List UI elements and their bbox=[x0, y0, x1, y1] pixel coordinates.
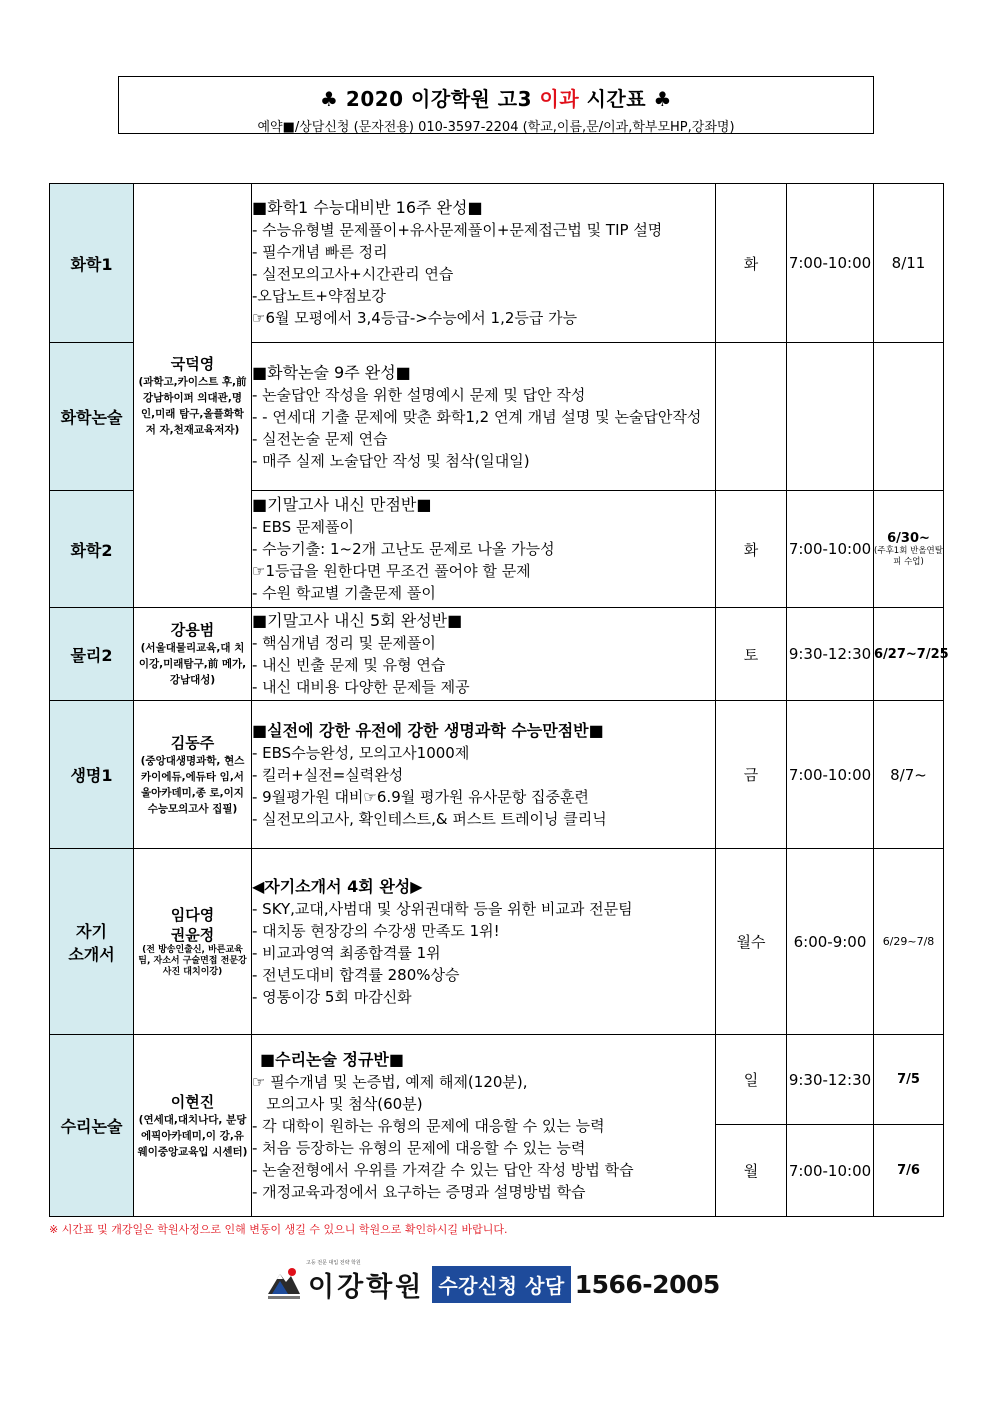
course-line: - 처음 등장하는 유형의 문제에 대응할 수 있는 능력 bbox=[252, 1138, 586, 1157]
course-line: - 매주 실제 노술답안 작성 및 첨삭(일대일) bbox=[252, 451, 530, 470]
start-date-cell bbox=[874, 491, 944, 608]
course-line: - 수능유형별 문제풀이+유사문제풀이+문제접근법 및 TIP 설명 bbox=[252, 221, 663, 239]
table-row bbox=[50, 608, 944, 701]
course-title: ■화학논술 9주 완성■ bbox=[252, 362, 411, 382]
time-cell: 7:00-10:00 bbox=[787, 184, 874, 343]
course-line: 모의고사 및 첨삭(60분) bbox=[252, 1094, 423, 1113]
start-date-cell: 7/5 bbox=[874, 1035, 944, 1125]
course-line: - EBS수능완성, 모의고사1000제 bbox=[252, 743, 470, 762]
title-highlight: 이과 bbox=[539, 87, 580, 111]
course-line: - 핵심개념 정리 및 문제풀이 bbox=[252, 634, 436, 652]
course-line: ☞1등급을 원한다면 무조건 풀어야 할 문제 bbox=[252, 562, 531, 580]
day-cell: 월수 bbox=[716, 849, 787, 1035]
course-line: - 수원 학교별 기출문제 풀이 bbox=[252, 584, 436, 602]
teacher-profile: (중앙대생명과학, 현스카이에듀,에듀타 임,서울아카데미,종 로,이지수능모의고사 집필) bbox=[140, 754, 245, 815]
subject-cell: 화학논술 bbox=[50, 343, 134, 491]
subject-cell: 화학2 bbox=[50, 491, 134, 608]
subject-cell bbox=[50, 849, 134, 1035]
course-description bbox=[252, 343, 716, 491]
time-cell: 7:00-10:00 bbox=[787, 701, 874, 849]
course-title: ■기말고사 내신 5회 완성반■ bbox=[252, 611, 463, 630]
title-suffix: 시간표 bbox=[579, 87, 647, 111]
time-cell: 9:30-12:30 bbox=[787, 608, 874, 701]
time-cell: 9:30-12:30 bbox=[787, 1035, 874, 1125]
course-line: - 실전모의고사, 확인테스트,& 퍼스트 트레이닝 클리닉 bbox=[252, 809, 607, 828]
teacher-cell bbox=[134, 608, 252, 701]
club-icon: ♣ bbox=[653, 87, 672, 111]
course-line: - 대치동 현장강의 수강생 만족도 1위! bbox=[252, 921, 500, 940]
subject-cell: 화학1 bbox=[50, 184, 134, 343]
table-row bbox=[50, 701, 944, 849]
teacher-name: 이현진 bbox=[170, 1092, 215, 1111]
phone-number: 1566-2005 bbox=[574, 1269, 720, 1299]
teacher-name: 임다영 bbox=[170, 906, 215, 924]
footnote: ※ 시간표 및 개강일은 학원사정으로 인해 변동이 생길 수 있으니 학원으로 확인하시길 바랍니다. bbox=[49, 1223, 508, 1236]
course-line: - 9월평가원 대비☞6.9월 평가원 유사문항 집중훈련 bbox=[252, 787, 589, 806]
teacher-name: 강용범 bbox=[170, 621, 215, 639]
schedule-table bbox=[49, 183, 949, 1217]
teacher-cell bbox=[134, 1035, 252, 1217]
start-note: (주후1회 반올연탈피 수업) bbox=[874, 545, 943, 567]
day-cell: 토 bbox=[716, 608, 787, 701]
teacher-name: 국덕영 bbox=[170, 354, 215, 373]
day-cell: 화 bbox=[716, 184, 787, 343]
course-line: - - 연세대 기출 문제에 맞춘 화학1,2 연계 개념 설명 및 논술답안작성 bbox=[252, 407, 702, 426]
course-line: - 전년도대비 합격률 280%상승 bbox=[252, 965, 460, 984]
title-box bbox=[118, 76, 874, 134]
logo-name: 이강학원 bbox=[308, 1271, 425, 1303]
subject-cell: 수리논술 bbox=[50, 1035, 134, 1217]
table-row bbox=[50, 184, 944, 343]
course-line: ☞6월 모평에서 3,4등급->수능에서 1,2등급 가능 bbox=[252, 309, 578, 327]
course-line: - 내신 빈출 문제 및 유형 연습 bbox=[252, 656, 446, 674]
day-cell: 월 bbox=[716, 1125, 787, 1217]
teacher-name: 권윤정 bbox=[170, 926, 215, 944]
time-cell: 7:00-10:00 bbox=[787, 491, 874, 608]
start-date-cell: 8/11 bbox=[874, 184, 944, 343]
teacher-name: 김동주 bbox=[170, 733, 215, 752]
teacher-profile: (연세대,대치나다, 분당에픽아카데미,이 강,유웨이중앙교육입 시센터) bbox=[137, 1113, 248, 1158]
teacher-cell bbox=[134, 701, 252, 849]
course-description bbox=[252, 608, 716, 701]
day-cell: 화 bbox=[716, 491, 787, 608]
course-line: - 내신 대비용 다양한 문제들 제공 bbox=[252, 678, 470, 696]
course-line: - 개정교육과정에서 요구하는 증명과 설명방법 학습 bbox=[252, 1182, 586, 1201]
start-date-cell: 8/7~ bbox=[874, 701, 944, 849]
subject-line: 소개서 bbox=[68, 944, 115, 964]
table-row bbox=[50, 1035, 944, 1125]
course-description bbox=[252, 184, 716, 343]
subject-line: 자기 bbox=[76, 921, 107, 941]
course-description bbox=[252, 849, 716, 1035]
title-prefix: 2020 이강학원 고3 bbox=[345, 87, 540, 111]
course-line: - 실전논술 문제 연습 bbox=[252, 429, 388, 448]
logo-tagline: 고등 전문 대입 전략 학원 bbox=[306, 1260, 361, 1266]
course-line: - 영통이강 5회 마감신화 bbox=[252, 987, 412, 1006]
course-title: ■수리논술 정규반■ bbox=[260, 1049, 404, 1069]
subject-cell: 생명1 bbox=[50, 701, 134, 849]
course-line: - 실전모의고사+시간관리 연습 bbox=[252, 265, 454, 283]
day-cell bbox=[716, 343, 787, 491]
course-description bbox=[252, 1035, 716, 1217]
day-cell: 일 bbox=[716, 1035, 787, 1125]
academy-logo bbox=[266, 1260, 720, 1304]
course-line: - 킬러+실전=실력완성 bbox=[252, 765, 404, 784]
subject-cell: 물리2 bbox=[50, 608, 134, 701]
start-date: 6/30~ bbox=[887, 530, 930, 546]
teacher-profile: (전 방송인출신, 바른교육팀, 자소서 구술면접 전문강사진 대치이강) bbox=[138, 945, 247, 977]
course-line: - EBS 문제풀이 bbox=[252, 518, 354, 536]
course-description bbox=[252, 491, 716, 608]
course-title: ■실전에 강한 유전에 강한 생명과학 수능만점반■ bbox=[252, 720, 604, 740]
page-title bbox=[119, 83, 873, 112]
course-line: - 각 대학이 원하는 유형의 문제에 대응할 수 있는 능력 bbox=[252, 1116, 605, 1135]
course-line: - 논술전형에서 우위를 가져갈 수 있는 답안 작성 방법 학습 bbox=[252, 1160, 634, 1179]
reservation-info: 예약■/상담신청 (문자전용) 010-3597-2204 (학교,이름,문/이과,학부모HP,강좌명) bbox=[257, 120, 735, 135]
time-cell: 7:00-10:00 bbox=[787, 1125, 874, 1217]
table-row bbox=[50, 849, 944, 1035]
course-line: - 비교과영역 최종합격률 1위 bbox=[252, 943, 441, 962]
course-line: - 수능기출: 1~2개 고난도 문제로 나올 가능성 bbox=[252, 540, 555, 558]
start-date-cell: 6/27~7/25 bbox=[874, 608, 944, 701]
time-cell: 6:00-9:00 bbox=[787, 849, 874, 1035]
course-line: -오답노트+약점보강 bbox=[252, 287, 386, 305]
teacher-cell bbox=[134, 184, 252, 608]
course-title: ◀자기소개서 4회 완성▶ bbox=[252, 876, 423, 896]
start-date-cell bbox=[874, 343, 944, 491]
enroll-consult-label: 수강신청 상담 bbox=[432, 1266, 570, 1303]
day-cell: 금 bbox=[716, 701, 787, 849]
course-title: ■화학1 수능대비반 16주 완성■ bbox=[252, 198, 483, 217]
course-line: ☞ 필수개념 및 논증법, 예제 해제(120분), bbox=[252, 1072, 528, 1091]
course-line: - 필수개념 빠른 정리 bbox=[252, 243, 388, 261]
club-icon: ♣ bbox=[320, 87, 339, 111]
course-description bbox=[252, 701, 716, 849]
start-date-cell: 7/6 bbox=[874, 1125, 944, 1217]
time-cell bbox=[787, 343, 874, 491]
teacher-profile: (과학고,카이스트 후,前강남하이퍼 의대관,명인,미래 탐구,올플화학저 자,천재교육저자) bbox=[138, 375, 247, 436]
start-date-cell: 6/29~7/8 bbox=[874, 849, 944, 1035]
teacher-profile: (서울대물리교육,대 치이강,미래탐구,前 메가,강남대성) bbox=[138, 642, 247, 686]
teacher-cell bbox=[134, 849, 252, 1035]
course-title: ■기말고사 내신 만점반■ bbox=[252, 495, 432, 514]
course-line: - SKY,교대,사범대 및 상위권대학 등을 위한 비교과 전문팀 bbox=[252, 899, 633, 918]
course-line: - 논술답안 작성을 위한 설명예시 문제 및 답안 작성 bbox=[252, 385, 586, 404]
logo-mountain-icon bbox=[266, 1264, 302, 1304]
